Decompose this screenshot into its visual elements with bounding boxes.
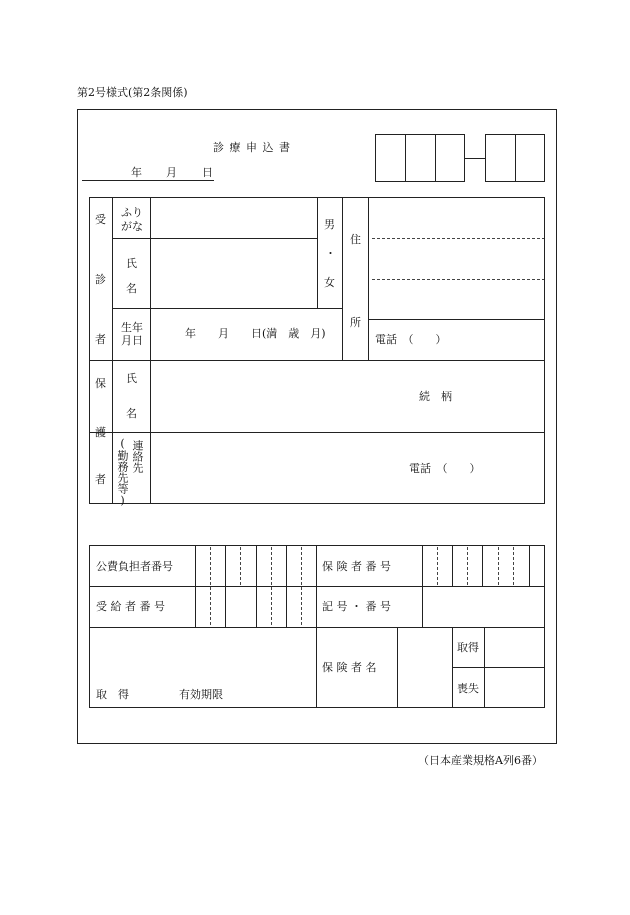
date-month: 月 <box>166 166 177 179</box>
contact-label: 連絡先 <box>131 440 144 473</box>
guardian-name-label-2: 名 <box>126 407 137 420</box>
patient-side-2: 診 <box>95 273 106 286</box>
acquire-date-label: 取 得 <box>96 688 129 701</box>
guardian-side-2: 護 <box>95 426 106 439</box>
insurer-number-label: 保 険 者 番 号 <box>322 560 391 573</box>
patient-phone[interactable]: 電話 （ ） <box>375 333 447 346</box>
sex-separator: ・ <box>325 247 336 260</box>
guardian-name-label-1: 氏 <box>126 372 137 385</box>
acquire-label: 取得 <box>457 641 479 654</box>
form-title: 診 療 申 込 書 <box>213 141 291 154</box>
number-box-a <box>376 135 465 182</box>
date-year: 年 <box>131 166 142 179</box>
recipient-number-label: 受 給 者 番 号 <box>96 600 165 613</box>
birth-label-1: 生年 <box>121 321 143 334</box>
contact-label-sub: (勤務先等) <box>116 437 129 507</box>
birth-label-2: 月日 <box>121 334 143 347</box>
patient-side-3: 者 <box>95 333 106 346</box>
date-day: 日 <box>202 166 213 179</box>
insurer-name-label: 保 険 者 名 <box>322 661 377 674</box>
patient-side-1: 受 <box>95 213 106 226</box>
guardian-phone[interactable]: 電話 （ ） <box>409 462 481 475</box>
birth-value[interactable]: 年 月 日(満 歳 月) <box>185 327 326 340</box>
footer-note: （日本産業規格A列6番） <box>418 754 543 767</box>
patient-name-label-2: 名 <box>126 282 137 295</box>
symbol-number-label: 記 号 ・ 番 号 <box>322 600 391 613</box>
relation-label: 続 柄 <box>419 390 452 403</box>
public-payer-label: 公費負担者番号 <box>96 560 173 573</box>
furigana-label-2: がな <box>121 220 143 233</box>
loss-label: 喪失 <box>457 682 479 695</box>
guardian-side-3: 者 <box>95 473 106 486</box>
form-number-label: 第2号様式(第2条関係) <box>77 86 188 99</box>
patient-name-label-1: 氏 <box>126 257 137 270</box>
sex-male[interactable]: 男 <box>324 218 335 231</box>
furigana-label-1: ふり <box>121 206 143 219</box>
address-label-2: 所 <box>350 316 361 329</box>
address-label-1: 住 <box>350 233 361 246</box>
validity-label: 有効期限 <box>179 688 223 701</box>
sex-female[interactable]: 女 <box>324 276 335 289</box>
guardian-side-1: 保 <box>95 377 106 390</box>
